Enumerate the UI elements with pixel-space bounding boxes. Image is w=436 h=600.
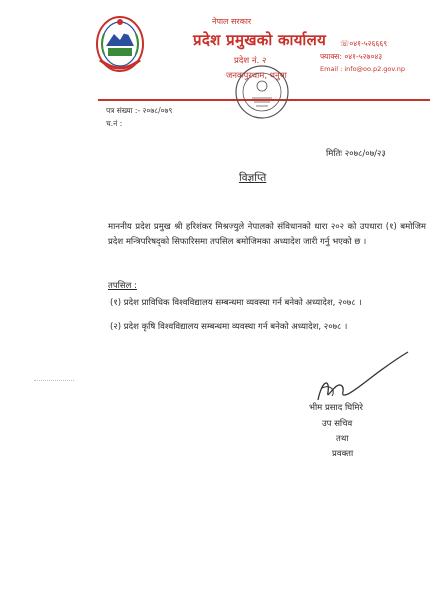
office-title: प्रदेश प्रमुखको कार्यालय [193,31,327,49]
signatory-name: भीम प्रसाद घिमिरे [309,403,363,413]
phone-number: ☏०४१-५२६६६९ [340,39,388,48]
signatory-designation: उप सचिव [322,419,353,429]
list-title: तपसिल : [108,281,137,291]
signature-icon [308,350,418,410]
dispatch-number: च.नं : [106,119,123,128]
office-address: जनकपुरधाम, धनुषा [226,71,287,81]
letter-number: पत्र संख्या :- २०७८/०७९ [106,106,173,115]
scan-mark [34,380,74,383]
government-name: नेपाल सरकार [212,17,252,26]
list-item: (२) प्रदेश कृषि विश्वविद्यालय सम्बन्धमा व्यवस्था गर्न बनेको अध्यादेश, २०७८ । [110,322,348,332]
office-stamp-icon [232,62,292,122]
list-item: (१) प्रदेश प्राविधिक विश्वविद्यालय सम्बन्धमा व्यवस्था गर्न बनेको अध्यादेश, २०७८ । [110,298,362,308]
signatory-role: प्रवक्ता [332,449,354,459]
nepal-emblem-icon [94,14,146,76]
email-address: Email : info@oo.p2.gov.np [320,65,406,73]
province-name: प्रदेश नं. २ [234,56,267,66]
notice-paragraph: माननीय प्रदेश प्रमुख श्री हरिशंकर मिश्रज्युले नेपालको संविधानको धारा २०२ को उपधारा (१) बमोजिम प्रदेश मन्त्रिपरिषद्को सिफारिसमा तपसिल बमोजिमका अध्यादेश जारी गर्नु भएको छ । [108,222,426,247]
fax-number: फ्याक्स: ०४१-५२७०४३ [320,52,383,61]
notice-heading: विज्ञप्ति [239,172,267,184]
signatory-conjunction: तथा [336,434,349,444]
letter-date: मितिः २०७८/०७/२३ [326,149,386,159]
